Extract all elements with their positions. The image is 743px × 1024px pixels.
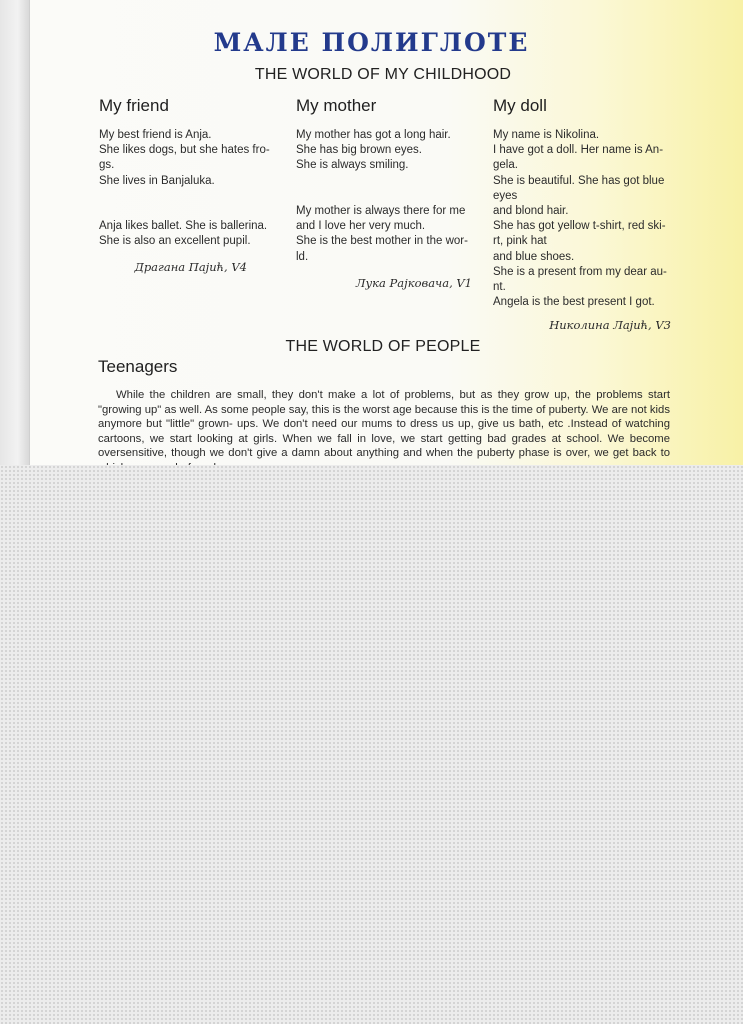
article-text-teenagers: While the children are small, they don't make a lot of problems, but as they grow up, the problems start "growing up" as well. As some people say, this is the worst age because this is the time of puberty. We are not kids anymore but "little" grown- ups. We don't need our mums to dress us up, give us bath, etc .Instead of watching cartoons, we start looking at girls. When we fall in love, we start getting bad grades at school. We become oversensitive, though we don't give a damn about anything and when the puberty phase is over, we get back to xyxy=(98,389,670,459)
signature-friend: Драгана Пајић, V4 xyxy=(134,260,247,274)
article-heading-teenagers: Teenagers xyxy=(98,357,178,376)
column-text-doll xyxy=(493,128,678,310)
column-heading-friend: My friend xyxy=(99,96,169,115)
unloaded-area xyxy=(0,465,743,1024)
column-body: My name is Nikolina. I have got a doll. Her name is An- gela. She is beautiful. She has got blue eyes and blond hair. She has got yellow t-shirt, red ski- rt, pink hat and blue shoes. She is a present from my dear au- nt. Angela is the best present I got. xyxy=(493,129,667,309)
column-body: My mother has got a long hair. She has big brown eyes. She is always smiling. My mother is always there for me and I love her very much. She is the best mother in the wor- ld. xyxy=(296,129,468,263)
column-heading-doll: My doll xyxy=(493,96,547,115)
column-body: My best friend is Anja. She likes dogs, but she hates fro- gs. She lives in Banjaluka. Anja likes ballet. She is ballerina. She is also an excellent pupil. xyxy=(99,129,270,248)
signature-doll: Николина Лајић, V3 xyxy=(549,318,671,332)
magazine-page xyxy=(0,0,743,480)
signature-mother: Лука Рајковача, V1 xyxy=(355,276,472,290)
column-text-mother xyxy=(296,128,481,265)
magazine-title: МАЛЕ ПОЛИГЛОТЕ xyxy=(213,28,530,57)
column-heading-mother: My mother xyxy=(296,96,377,115)
section-title-childhood: THE WORLD OF MY CHILDHOOD xyxy=(254,66,512,83)
column-text-friend xyxy=(99,128,284,250)
section-title-people: THE WORLD OF PEOPLE xyxy=(285,338,481,355)
